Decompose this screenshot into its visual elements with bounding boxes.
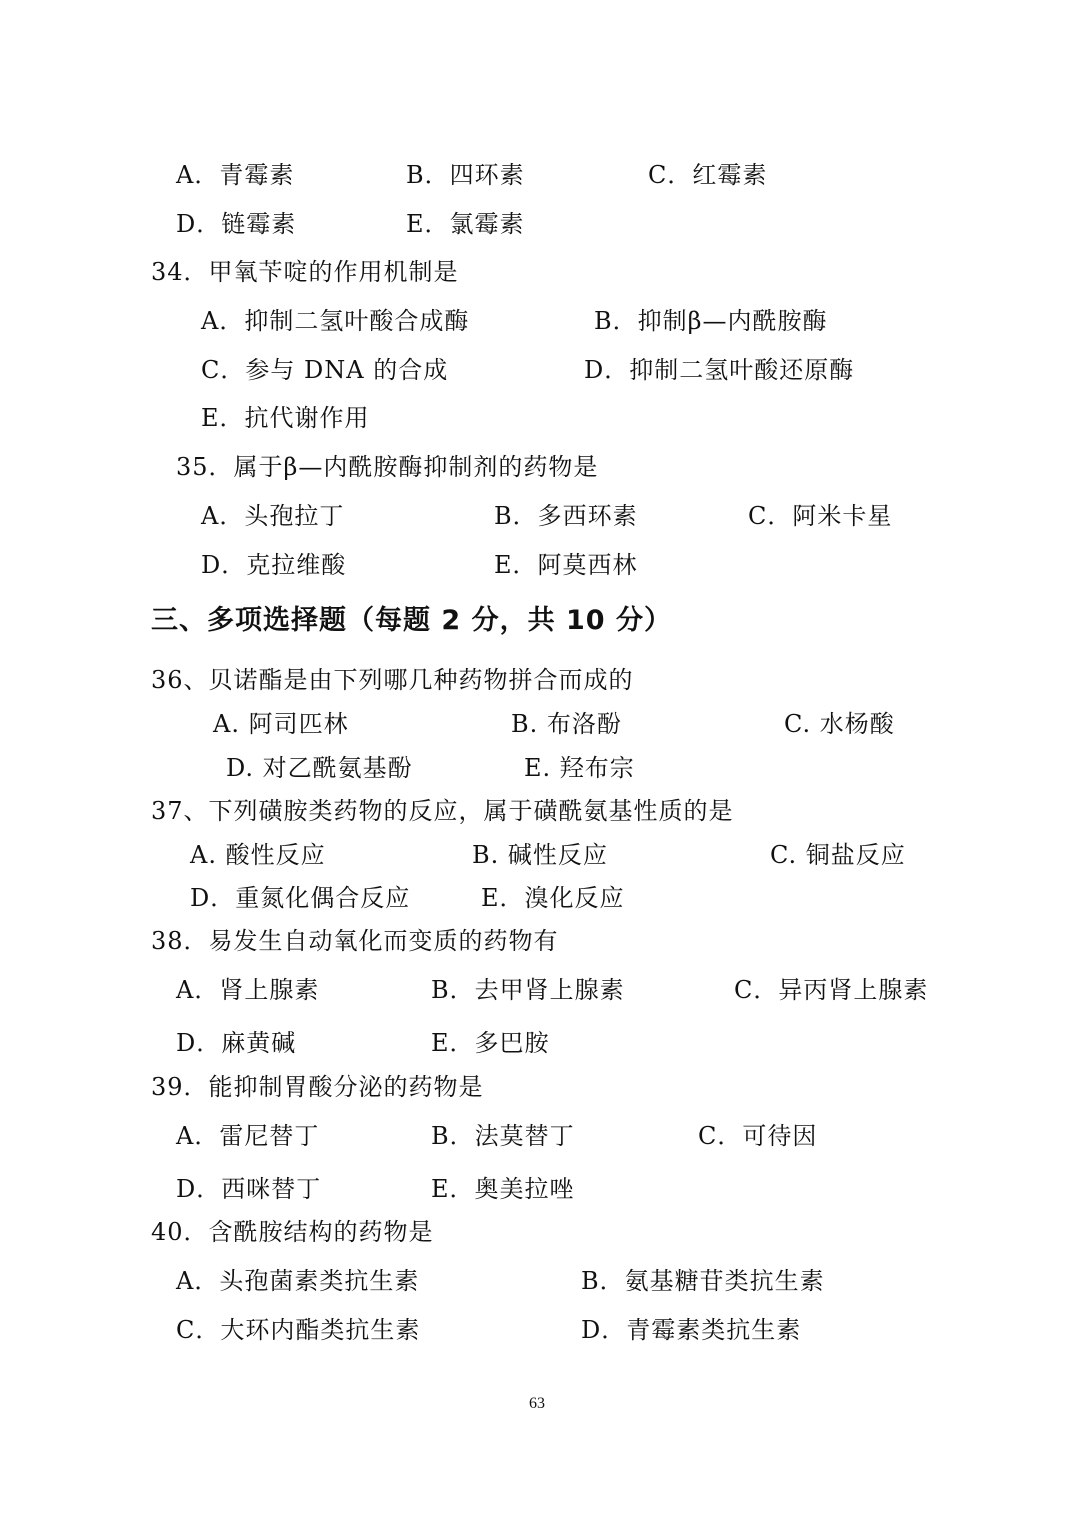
section-title: 三、多项选择题（每题 2 分，共 10 分） <box>151 605 672 636</box>
option-a: A. 阿司匹林 <box>213 710 349 738</box>
question-38-stem: 38．易发生自动氧化而变质的药物有 <box>151 927 559 955</box>
option-a: A．抑制二氢叶酸合成酶 <box>201 307 470 335</box>
option-d: D．抑制二氢叶酸还原酶 <box>584 356 855 384</box>
option-a: A．青霉素 <box>176 161 295 189</box>
option-e: E．奥美拉唑 <box>431 1175 575 1203</box>
page-number: 63 <box>529 1395 545 1412</box>
option-b: B．氨基糖苷类抗生素 <box>581 1267 825 1295</box>
option-b: B. 布洛酚 <box>511 710 622 738</box>
option-b: B．四环素 <box>406 161 525 189</box>
option-d: D．重氮化偶合反应 <box>190 884 411 912</box>
option-e: E．阿莫西林 <box>494 551 638 579</box>
question-34-stem: 34．甲氧苄啶的作用机制是 <box>151 258 459 286</box>
question-35-stem: 35．属于β—内酰胺酶抑制剂的药物是 <box>176 453 599 481</box>
option-e: E. 羟布宗 <box>524 754 635 782</box>
option-e: E．溴化反应 <box>481 884 625 912</box>
question-36-stem: 36、贝诺酯是由下列哪几种药物拼合而成的 <box>151 666 634 694</box>
option-c: C．红霉素 <box>648 161 768 189</box>
option-c: C. 铜盐反应 <box>770 841 906 869</box>
option-e: E．多巴胺 <box>431 1029 550 1057</box>
option-d: D．链霉素 <box>176 210 297 238</box>
option-a: A．雷尼替丁 <box>176 1122 320 1150</box>
option-c: C．可待因 <box>698 1122 818 1150</box>
option-a: A．肾上腺素 <box>176 976 320 1004</box>
option-d: D. 对乙酰氨基酚 <box>226 754 413 782</box>
option-e: E．抗代谢作用 <box>201 404 370 432</box>
option-d: D．西咪替丁 <box>176 1175 322 1203</box>
option-b: B．法莫替丁 <box>431 1122 575 1150</box>
option-b: B．多西环素 <box>494 502 638 530</box>
option-a: A．头孢拉丁 <box>201 502 345 530</box>
question-37-stem: 37、下列磺胺类药物的反应，属于磺酰氨基性质的是 <box>151 797 734 825</box>
option-b: B．抑制β—内酰胺酶 <box>594 307 828 335</box>
option-b: B. 碱性反应 <box>472 841 608 869</box>
option-d: D．麻黄碱 <box>176 1029 297 1057</box>
option-c: C. 水杨酸 <box>784 710 895 738</box>
question-39-stem: 39．能抑制胃酸分泌的药物是 <box>151 1073 484 1101</box>
option-c: C．参与 DNA 的合成 <box>201 356 449 384</box>
question-40-stem: 40．含酰胺结构的药物是 <box>151 1218 434 1246</box>
option-b: B．去甲肾上腺素 <box>431 976 625 1004</box>
option-c: C．阿米卡星 <box>748 502 893 530</box>
option-e: E．氯霉素 <box>406 210 525 238</box>
option-d: D．克拉维酸 <box>201 551 347 579</box>
option-a: A．头孢菌素类抗生素 <box>176 1267 420 1295</box>
option-d: D．青霉素类抗生素 <box>581 1316 802 1344</box>
option-a: A. 酸性反应 <box>190 841 326 869</box>
option-c: C．大环内酯类抗生素 <box>176 1316 421 1344</box>
option-c: C．异丙肾上腺素 <box>734 976 929 1004</box>
